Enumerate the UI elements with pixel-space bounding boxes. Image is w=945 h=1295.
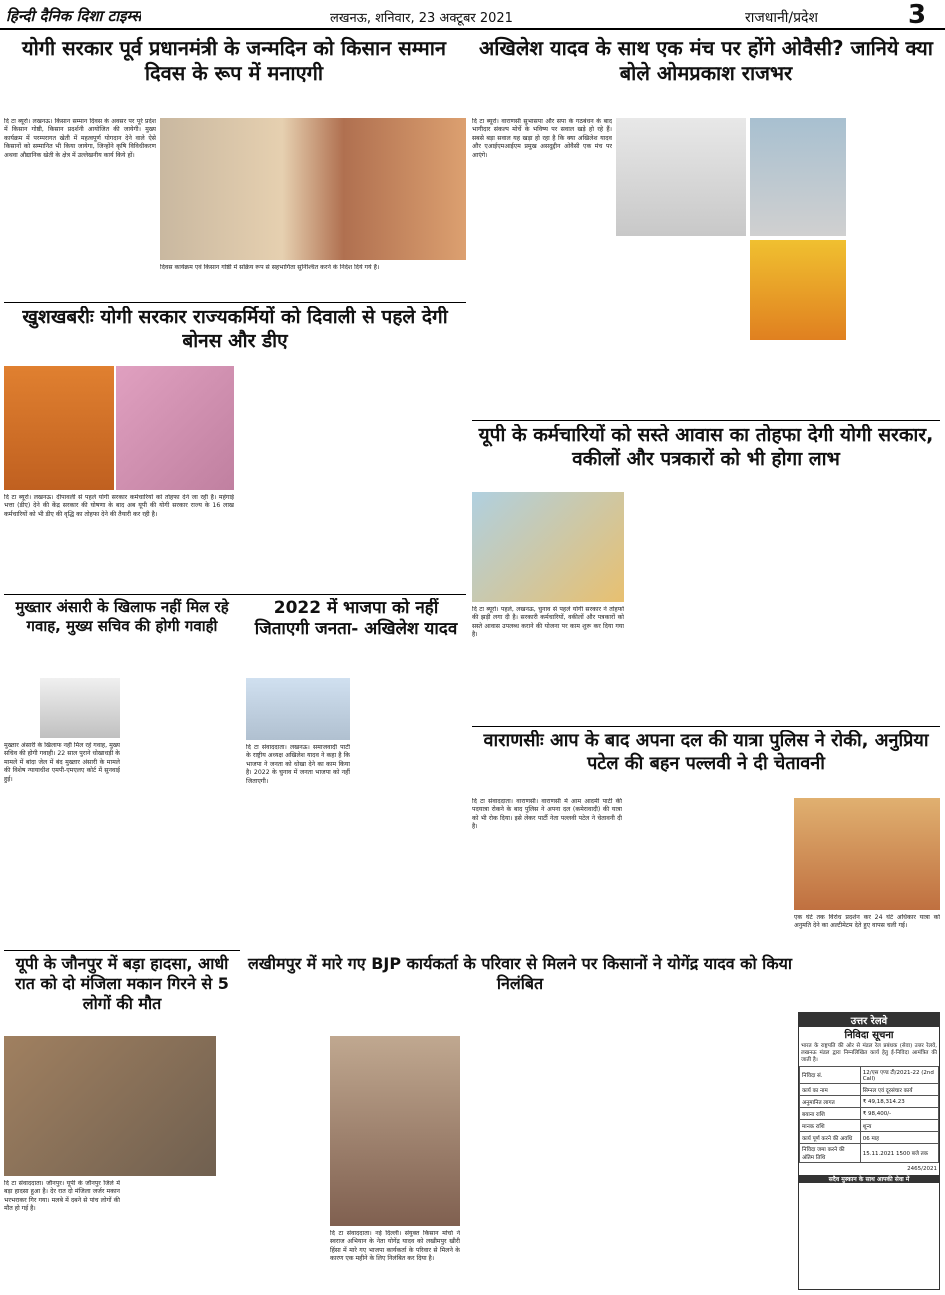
notice-row <box>800 1144 939 1163</box>
notice-row-value: ₹ 49,18,314.23 <box>860 1096 938 1108</box>
notice-row <box>800 1120 939 1132</box>
article-body-akhilesh-owaisi: दि टा ब्यूरो। वाराणसी सुभासपा और सपा के गठबंधन के बाद भागीदार संकल्प मोर्चे के भविष्य पर सवाल खड़े हो रहे हैं। सबसे बड़ा सवाल यह खड़ा हो रहा है कि क्या अखिलेश यादव और एआईएमआईएम प्रमुख असदुद्दीन ओवैसी एक मंच पर आएंगे। <box>472 118 612 159</box>
notice-row-value: 12/एस एण्ड टी/2021-22 (2nd Call) <box>860 1067 938 1084</box>
article-body-jaunpur: दि टा संवाददाता। जौनपुर। यूपी के जौनपुर जिले में बड़ा हादसा हुआ है। देर रात दो मंजिला जर्जर मकान भरभराकर गिर गया। मलबे में दबने से पांच लोगों की मौत हो गई है। <box>4 1180 120 1213</box>
notice-row-label: अनुमानित लागत <box>800 1096 861 1108</box>
notice-row-value: सिग्नल एवं दूरसंचार कार्य <box>860 1084 938 1096</box>
article-body-lakhimpur: दि टा संवाददाता। नई दिल्ली। संयुक्त किसान मोर्चा ने स्वराज अभियान के नेता योगेंद्र यादव को लखीमपुर खीरी हिंसा में मारे गए भाजपा कार्यकर्ता के परिवार से मिलने के कारण एक महीने के लिए निलंबित कर दिया है। <box>330 1230 460 1263</box>
article-body-jaunpur-2 <box>124 1180 240 1290</box>
masthead <box>0 0 945 30</box>
paper-name: हिन्दी दैनिक दिशा टाइम्स <box>6 7 142 25</box>
notice-row-label: मानक राशि <box>800 1120 861 1132</box>
notice-intro: भारत के राष्ट्रपति की ओर से मंडल रेल प्रबंधक (सेवा) उत्तर रेलवे, लखनऊ मंडल द्वारा निम्नलिखित कार्य हेतु ई-निविदा आमंत्रित की जाती है। <box>801 1043 937 1063</box>
caption-yogi-kisan: दिवस कार्यक्रम एवं किसान गोष्ठी में सक्रिय रूप से सहभागिता सुनिश्चित करने के निर्देश दिये गये हैं। <box>160 264 380 271</box>
notice-row-label: निविदा सं. <box>800 1067 861 1084</box>
article-body-bonus-da-2 <box>238 366 466 590</box>
headline-jaunpur: यूपी के जौनपुर में बड़ा हादसा, आधी रात को दो मंजिला मकान गिरने से 5 लोगों की मौत <box>15 954 229 1013</box>
notice-row <box>800 1084 939 1096</box>
article-body-awas-2 <box>628 492 780 722</box>
section-name: राजधानी/प्रदेश <box>745 10 819 26</box>
photo-akhilesh <box>616 118 746 236</box>
headline-varanasi: वाराणसीः आप के बाद अपना दल की यात्रा पुलिस ने रोकी, अनुप्रिया पटेल की बहन पल्लवी ने दी चेतावनी <box>483 730 929 774</box>
headline-awas: यूपी के कर्मचारियों को सस्ते आवास का तोहफा देगी योगी सरकार, वकीलों और पत्रकारों को भी होगा लाभ <box>478 424 934 470</box>
notice-row-value: 15.11.2021 1500 बजे तक <box>860 1144 938 1163</box>
notice-code: 2465/2021 <box>907 1166 937 1172</box>
article-body-bjp-2022-2 <box>354 678 466 946</box>
divider <box>4 950 240 951</box>
photo-pallavi <box>794 798 940 910</box>
notice-header: उत्तर रेलवे <box>799 1013 939 1027</box>
notice-row-value: शून्य <box>860 1120 938 1132</box>
notice-row <box>800 1108 939 1120</box>
photo-currency <box>116 366 234 490</box>
notice-row-label: कार्य का नाम <box>800 1084 861 1096</box>
divider <box>472 726 940 727</box>
article-body-lakhimpur-2 <box>464 1036 794 1290</box>
photo-collapse <box>4 1036 216 1176</box>
article-body-awas-3 <box>784 492 940 722</box>
photo-akhilesh-2 <box>246 678 350 740</box>
photo-rajbhar <box>750 240 846 340</box>
notice-row-label: निविदा जमा करने की अंतिम तिथि <box>800 1144 861 1163</box>
photo-owaisi <box>750 118 846 236</box>
notice-row <box>800 1067 939 1084</box>
headline-lakhimpur: लखीमपुर में मारे गए BJP कार्यकर्ता के परिवार से मिलने पर किसानों ने योगेंद्र यादव को किया निलंबित <box>247 954 793 993</box>
notice-row <box>800 1096 939 1108</box>
article-body-mukhtar: मुख्तार अंसारी के खिलाफ नहीं मिल रहे गवाह, मुख्य सचिव की होगी गवाही। 22 साल पुराने धोखाधड़ी के मामले में बांदा जेल में बंद मुख्तार अंसारी के मामले की विशेष न्यायाधीश एमपी-एमएलए कोर्ट में सुनवाई हुई। <box>4 742 120 783</box>
photo-mukhtar <box>40 678 120 738</box>
notice-row-label: कार्य पूर्ण करने की अवधि <box>800 1132 861 1144</box>
article-body-bjp-2022: दि टा संवाददाता। लखनऊ। समाजवादी पार्टी के राष्ट्रीय अध्यक्ष अखिलेश यादव ने कहा है कि भाजपा ने जनता को धोखा देने का काम किया है। 2022 के चुनाव में जनता भाजपा को नहीं जिताएगी। <box>246 744 350 785</box>
article-body-awas: दि टा ब्यूरो। पहले, लखनऊ, चुनाव से पहले योगी सरकार ने तोहफों की झड़ी लगा दी है। सरकारी कर्मचारियों, वकीलों और पत्रकारों को सस्ते आवास उपलब्ध कराने की योजना पर काम शुरू कर दिया गया है। <box>472 606 624 639</box>
article-body-akhilesh-owaisi-2 <box>850 118 940 418</box>
date-line: लखनऊ, शनिवार, 23 अक्टूबर 2021 <box>330 11 513 26</box>
railway-tender-notice <box>798 1012 940 1290</box>
photo-house <box>472 492 624 602</box>
divider <box>472 420 940 421</box>
photo-pm-yogi <box>160 118 466 260</box>
notice-title: निविदा सूचना <box>844 1030 894 1041</box>
notice-footer: सदैव मुस्कान के साथ आपकी सेवा में <box>799 1175 939 1183</box>
notice-table <box>799 1066 939 1163</box>
headline-bonus-da: खुशखबरीः योगी सरकार राज्यकर्मियों को दिवाली से पहले देगी बोनस और डीए <box>22 306 448 352</box>
notice-row-value: 06 माह <box>860 1132 938 1144</box>
caption-varanasi: एक घंटे तक विरोध प्रदर्शन कर 24 घंटे अधिकार यात्रा को अनुमति देने का अल्टीमेटम देते हुए वापस चली गई। <box>794 914 940 930</box>
headline-mukhtar: मुख्तार अंसारी के खिलाफ नहीं मिल रहे गवाह, मुख्य सचिव की होगी गवाही <box>15 598 229 635</box>
divider <box>4 594 466 595</box>
photo-yogi <box>4 366 114 490</box>
notice-row-label: बयाना राशि <box>800 1108 861 1120</box>
page-number: 3 <box>908 0 927 30</box>
article-body-bonus-da: दि टा ब्यूरो। लखनऊ। दीपावली से पहले योगी सरकार कर्मचारियों को तोहफा देने जा रही है। महंगाई भत्ता (डीए) देने की केंद्र सरकार की घोषणा के बाद अब यूपी की योगी सरकार राज्य के 16 लाख कर्मचारियों को भी डीए की वृद्धि का तोहफा देने की तैयारी कर रही है। <box>4 494 234 518</box>
notice-row-value: ₹ 98,400/- <box>860 1108 938 1120</box>
headline-bjp-2022: 2022 में भाजपा को नहीं जिताएगी जनता- अखिलेश यादव <box>254 598 458 640</box>
notice-row <box>800 1132 939 1144</box>
article-body-yogi-kisan: दि टा ब्यूरो। लखनऊ। किसान सम्मान दिवस के अवसर पर पूरे प्रदेश में किसान गोष्ठी, किसान प्रदर्शनी आयोजित की जायेगी। मुख्य कार्यक्रम में परम्परागत खेती में महत्वपूर्ण योगदान देने वाले ऐसे किसानों को सम्मानित भी किया जायेगा, जिन्होंने कृषि विविधीकरण अथवा औद्यानिक खेती के क्षेत्र में उल्लेखनीय कार्य किये हों। <box>4 118 156 159</box>
article-body-varanasi: दि टा संवाददाता। वाराणसी। वाराणसी में आम आदमी पार्टी की पदयात्रा रोकने के बाद पुलिस ने अपना दल (कमेरावादी) की यात्रा को भी रोक दिया। इसे लेकर पार्टी नेता पल्लवी पटेल ने चेतावनी दी है। <box>472 798 622 831</box>
photo-yogendra-yadav <box>330 1036 460 1226</box>
headline-akhilesh-owaisi: अखिलेश यादव के साथ एक मंच पर होंगे ओवैसी? जानिये क्या बोले ओमप्रकाश राजभर <box>479 36 933 85</box>
article-body-mukhtar-2 <box>124 678 240 946</box>
divider <box>4 302 466 303</box>
headline-yogi-kisan: योगी सरकार पूर्व प्रधानमंत्री के जन्मदिन को किसान सम्मान दिवस के रूप में मनाएगी <box>21 36 446 85</box>
